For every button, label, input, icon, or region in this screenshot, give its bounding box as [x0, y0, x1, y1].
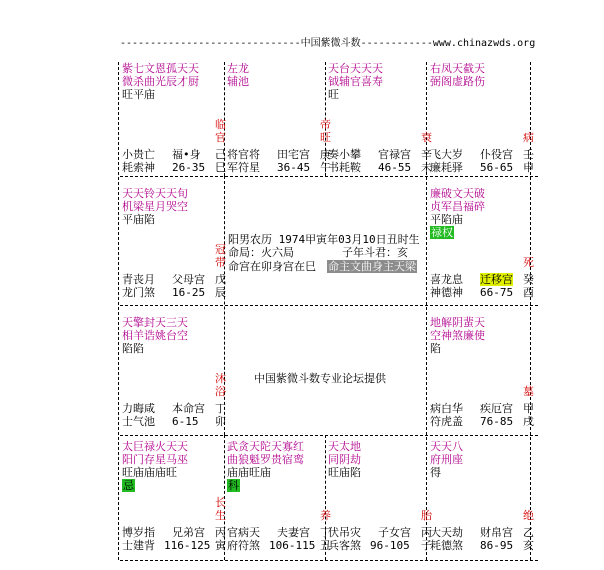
earthly-branch: 戌: [523, 415, 534, 428]
shensha-row-1: 青丧月: [122, 273, 155, 286]
heavenly-stem: 戊: [215, 273, 226, 286]
palace-name: 夫妻宫: [277, 526, 310, 539]
shensha-row-2: 龙门煞: [122, 286, 155, 299]
shensha-row-2: 士建背: [122, 539, 155, 552]
star-row-1: 天台天天天: [328, 62, 383, 75]
heavenly-stem: 己: [215, 148, 226, 161]
earthly-branch: 丑: [320, 539, 331, 552]
changsheng-top: 沐: [215, 372, 226, 385]
age-range: 26-35: [172, 161, 206, 174]
palace-yin: [122, 440, 226, 554]
star-row-2: 微杀曲光辰才厨: [122, 75, 199, 88]
shensha-row-2: 耗索神: [122, 161, 155, 174]
center-footer: 中国紫微斗数专业论坛提供: [254, 372, 386, 385]
palace-xu: [430, 316, 534, 430]
heavenly-stem: 乙: [523, 526, 534, 539]
star-row-1: 太巨禄火天天: [122, 440, 188, 453]
heavenly-stem: 癸: [523, 273, 534, 286]
palace-name: 福•身: [172, 148, 201, 161]
star-row-2: 府刑座: [430, 453, 463, 466]
palace-name: 财帛宫: [480, 526, 513, 539]
brightness-row: 旺庙陷: [328, 466, 361, 479]
star-row-2: 机梁星月哭空: [122, 200, 188, 213]
changsheng-bottom: 旺: [320, 131, 331, 144]
brightness-row: 庙庙旺庙: [227, 466, 271, 479]
star-row-2: 相羊诰姚台空: [122, 329, 188, 342]
palace-name: 父母宫: [172, 273, 205, 286]
earthly-branch: 午: [320, 161, 331, 174]
changsheng-top: 长: [215, 496, 226, 509]
earthly-branch: 亥: [523, 539, 534, 552]
age-range: 96-105: [370, 539, 410, 552]
star-row-2: 同阴劫: [328, 453, 361, 466]
shensha-row-2: 廉耗驿: [430, 161, 463, 174]
age-range: 86-95: [480, 539, 514, 552]
palace-name: 兄弟宫: [172, 526, 205, 539]
star-row-1: 紫七文恩孤天天: [122, 62, 199, 75]
shensha-row-1: 飞大岁: [430, 148, 463, 161]
shensha-row-2: 符虎盖: [430, 415, 463, 428]
header-dashes-left: ------------------------------: [120, 38, 301, 49]
changsheng-bottom: 墓: [523, 385, 534, 398]
sihua-badge: 科: [228, 479, 239, 492]
shensha-row-2: 神德神: [430, 286, 463, 299]
palace-shen: [430, 62, 534, 176]
earthly-branch: 酉: [523, 286, 534, 299]
age-range: 66-75: [480, 286, 514, 299]
earthly-branch: 寅: [215, 539, 226, 552]
shensha-row-1: 博岁指: [122, 526, 155, 539]
star-row-2: 阳门存星马巫: [122, 453, 188, 466]
shensha-row-1: 大天劫: [430, 526, 463, 539]
changsheng-bottom: 绝: [523, 509, 534, 522]
shensha-row-1: 官病天: [227, 526, 260, 539]
palace-name: 仆役宫: [480, 148, 513, 161]
star-row-1: 右凤天截天: [430, 62, 485, 75]
age-range: 116-125: [164, 539, 211, 552]
palace-wu: [227, 62, 331, 176]
changsheng-top: 临: [215, 118, 226, 131]
palace-name: 官禄宫: [378, 148, 411, 161]
brightness-row: 陷: [430, 342, 441, 355]
changsheng-bottom: 养: [320, 509, 331, 522]
divider-bottom: [120, 560, 538, 561]
star-row-2: 弼阁虚路伤: [430, 75, 485, 88]
palace-chen: [122, 187, 226, 301]
star-row-1: 地解阴蜚天: [430, 316, 485, 329]
brightness-row: 平庙陷: [122, 213, 155, 226]
earthly-branch: 辰: [215, 286, 226, 299]
earthly-branch: 卯: [215, 415, 226, 428]
palace-name: 子女宫: [378, 526, 411, 539]
palace-chou: [227, 440, 331, 554]
header-dashes-right: ------------www.chinazwds.org: [360, 38, 536, 49]
center-palace-line: 命宫在卯身宫在巳: [228, 260, 316, 273]
age-range: 76-85: [480, 415, 514, 428]
shensha-row-2: 耗德煞: [430, 539, 463, 552]
palace-wei: [328, 62, 432, 176]
center-ju-line: 命局：火六局: [228, 246, 294, 259]
heavenly-stem: 辛: [421, 148, 432, 161]
star-row-2: 贞军昌福碎: [430, 200, 485, 213]
age-range: 56-65: [480, 161, 514, 174]
star-row-1: 天天八: [430, 440, 463, 453]
star-row-2: 辅池: [227, 75, 249, 88]
palace-name: 本命宫: [172, 402, 205, 415]
star-row-2: 钺辅官喜寿: [328, 75, 383, 88]
heavenly-stem: 甲: [523, 402, 534, 415]
star-row-1: 天天铃天天旬: [122, 187, 188, 200]
heavenly-stem: 庚: [320, 148, 331, 161]
divider-row1: [120, 176, 538, 177]
border-left: [118, 62, 119, 560]
star-row-2: 空神煞廉使: [430, 329, 485, 342]
star-row-1: 廉破文天破: [430, 187, 485, 200]
palace-name: 疾厄宫: [480, 402, 513, 415]
changsheng-bottom: 胎: [421, 509, 432, 522]
shensha-row-1: 喜龙息: [430, 273, 463, 286]
changsheng-bottom: 衰: [421, 131, 432, 144]
age-range: 6-15: [172, 415, 199, 428]
shensha-row-2: 书耗鞍: [328, 161, 361, 174]
palace-zi: [328, 440, 432, 554]
divider-row2: [120, 305, 538, 306]
shensha-row-2: 兵客煞: [328, 539, 361, 552]
shensha-row-1: 小贵亡: [122, 148, 155, 161]
changsheng-bottom: 病: [523, 131, 534, 144]
earthly-branch: 巳: [215, 161, 226, 174]
sihua-badge: 忌: [123, 479, 134, 492]
divider-row3: [120, 435, 538, 436]
shensha-row-2: 军符星: [227, 161, 260, 174]
shensha-row-1: 力晦咸: [122, 402, 155, 415]
palace-name: 迁移宫: [480, 273, 513, 286]
changsheng-top: 帝: [320, 118, 331, 131]
earthly-branch: 申: [523, 161, 534, 174]
star-row-1: 武贪天陀天寡红: [227, 440, 304, 453]
shensha-row-2: 府符煞: [227, 539, 260, 552]
brightness-row: 平陷庙: [430, 213, 463, 226]
star-row-1: 天太地: [328, 440, 361, 453]
palace-si: [122, 62, 226, 176]
shensha-row-1: 伏吊灾: [328, 526, 361, 539]
brightness-row: 陷陷: [122, 342, 144, 355]
brightness-row: 旺平庙: [122, 88, 155, 101]
heavenly-stem: 丁: [320, 526, 331, 539]
brightness-row: 得: [430, 466, 441, 479]
shensha-row-1: 将官将: [227, 148, 260, 161]
center-doujun: 子年斗君：亥: [342, 246, 408, 259]
sihua-badge: 禄权: [431, 226, 453, 239]
shensha-row-2: 士气池: [122, 415, 155, 428]
earthly-branch: 子: [421, 539, 432, 552]
chart-title: 中国紫微斗数: [300, 38, 361, 49]
changsheng-bottom: 死: [523, 256, 534, 269]
brightness-row: 旺庙庙庙旺: [122, 466, 177, 479]
star-row-1: 左龙: [227, 62, 249, 75]
center-ming-shen-zhu: 命主文曲身主天梁: [328, 260, 416, 273]
heavenly-stem: 壬: [523, 148, 534, 161]
age-range: 46-55: [378, 161, 412, 174]
changsheng-bottom: 浴: [215, 385, 226, 398]
heavenly-stem: 丁: [215, 402, 226, 415]
chart-header: [120, 38, 535, 50]
palace-mao: [122, 316, 226, 430]
changsheng-bottom: 官: [215, 131, 226, 144]
center-birth-line: 阳男农历 1974甲寅年03月10日丑时生: [228, 233, 420, 246]
changsheng-top: 冠: [215, 243, 226, 256]
earthly-branch: 未: [421, 161, 432, 174]
changsheng-bottom: 带: [215, 256, 226, 269]
shensha-row-1: 奏小攀: [328, 148, 361, 161]
heavenly-stem: 丙: [215, 526, 226, 539]
age-range: 106-115: [269, 539, 316, 552]
brightness-row: 旺: [328, 88, 339, 101]
palace-you: [430, 187, 534, 301]
shensha-row-1: 病白华: [430, 402, 463, 415]
age-range: 16-25: [172, 286, 206, 299]
palace-name: 田宅宫: [277, 148, 310, 161]
heavenly-stem: 丙: [421, 526, 432, 539]
star-row-2: 曲狼魁罗贵宿鸾: [227, 453, 304, 466]
palace-hai: [430, 440, 534, 554]
age-range: 36-45: [277, 161, 311, 174]
changsheng-bottom: 生: [215, 509, 226, 522]
star-row-1: 天擎封天三天: [122, 316, 188, 329]
